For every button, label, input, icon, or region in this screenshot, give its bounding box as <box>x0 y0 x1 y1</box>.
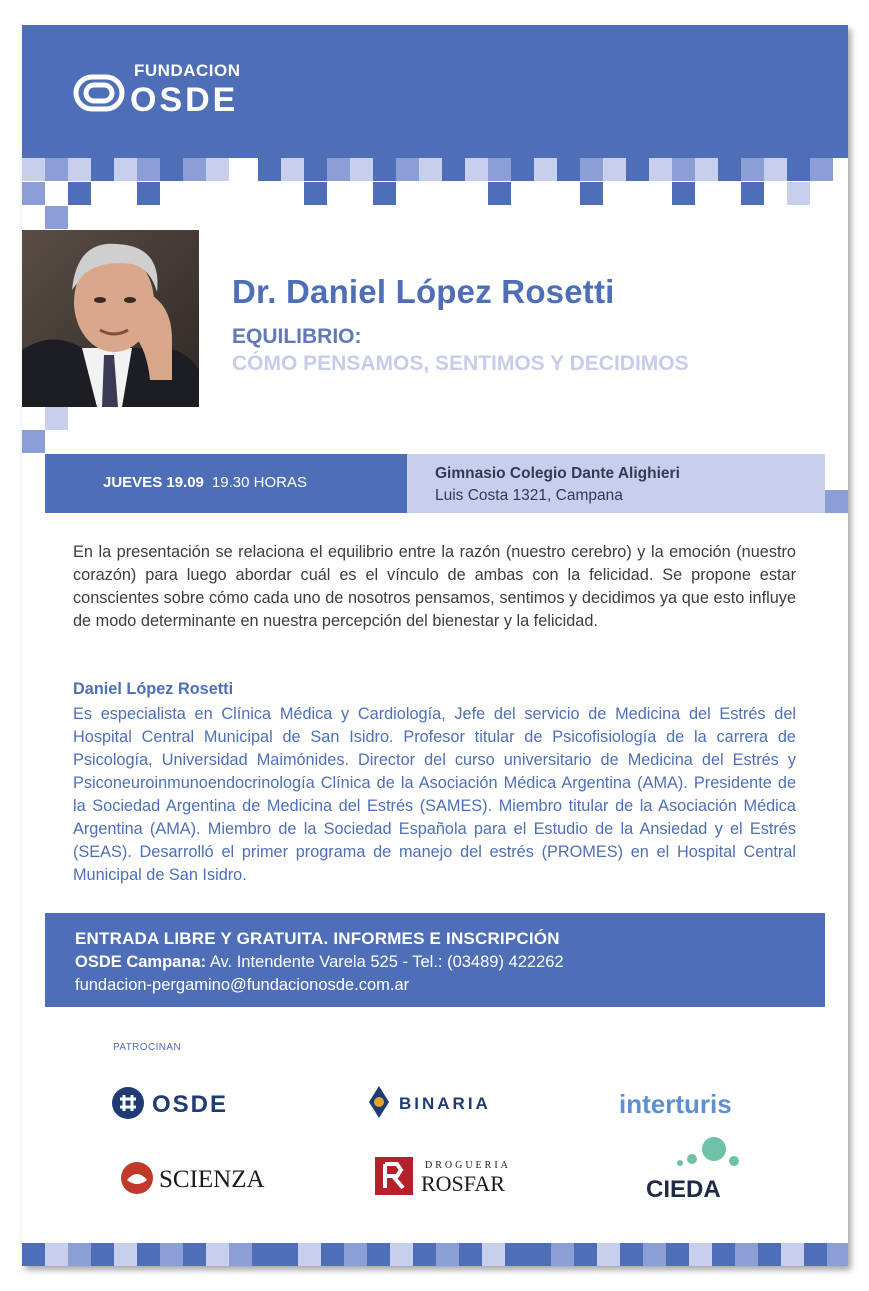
mosaic-square <box>45 407 68 430</box>
info-band <box>45 913 825 1007</box>
talk-title-line1: EQUILIBRIO: <box>232 325 362 348</box>
mosaic-square <box>91 1243 114 1266</box>
venue-address: Luis Costa 1321, Campana <box>435 487 623 504</box>
mosaic-square <box>689 1243 712 1266</box>
mosaic-square <box>22 1243 45 1266</box>
mosaic-square <box>206 158 229 181</box>
binaria-text: BINARIA <box>399 1094 491 1113</box>
mosaic-square <box>45 1243 68 1266</box>
mosaic-square <box>810 158 833 181</box>
scienza-text: SCIENZA <box>159 1166 265 1193</box>
mosaic-square <box>534 158 557 181</box>
mosaic-square <box>183 158 206 181</box>
mosaic-square <box>160 158 183 181</box>
mosaic-square <box>672 182 695 205</box>
mosaic-square <box>183 1243 206 1266</box>
mosaic-square <box>505 1243 528 1266</box>
mosaic-square <box>304 182 327 205</box>
mosaic-square <box>804 1243 827 1266</box>
bio-title: Daniel López Rosetti <box>73 680 234 698</box>
osde-emblem-icon <box>110 1085 260 1121</box>
osde-sponsor-text: OSDE <box>152 1091 229 1118</box>
mosaic-square <box>45 158 68 181</box>
contact-email[interactable]: fundacion-pergamino@fundacionosde.com.ar <box>75 976 410 994</box>
mosaic-square <box>580 182 603 205</box>
sponsor-cieda-logo <box>644 1135 764 1206</box>
mosaic-square <box>22 182 45 205</box>
mosaic-square <box>137 1243 160 1266</box>
mosaic-square <box>281 158 304 181</box>
mosaic-square <box>344 1243 367 1266</box>
mosaic-square <box>827 1243 848 1266</box>
mosaic-square <box>764 158 787 181</box>
mosaic-square <box>482 1243 505 1266</box>
mosaic-square <box>419 158 442 181</box>
mosaic-square <box>787 158 810 181</box>
date-band <box>45 454 407 513</box>
mosaic-square <box>68 1243 91 1266</box>
mosaic-square <box>557 158 580 181</box>
sponsor-osde-logo <box>110 1085 260 1126</box>
event-description: En la presentación se relaciona el equilibrio entre la razón (nuestro cerebro) y la emoción (nuestro corazón) para luego abordar cuál es el vínculo de ambas con la felicidad. Se propone estar conscientes sobre cómo cada uno de nosotros pensamos, sentimos y decidimos ya que esto influye de modo determinante en nuestra percepción del bienestar y la felicidad. <box>73 543 796 630</box>
mosaic-square <box>741 182 764 205</box>
mosaic-square <box>114 1243 137 1266</box>
mosaic-square <box>275 1243 298 1266</box>
sponsors-label: PATROCINAN <box>113 1042 182 1053</box>
mosaic-square <box>781 1243 804 1266</box>
mosaic-square <box>620 1243 643 1266</box>
cieda-emblem-icon <box>644 1135 764 1201</box>
mosaic-square <box>672 158 695 181</box>
mosaic-square <box>304 158 327 181</box>
event-day: JUEVES 19.09 <box>103 474 204 491</box>
mosaic-square <box>373 158 396 181</box>
mosaic-square <box>390 1243 413 1266</box>
mosaic-square <box>459 1243 482 1266</box>
mosaic-square <box>580 158 603 181</box>
interturis-wordmark <box>619 1085 769 1121</box>
mosaic-square <box>367 1243 390 1266</box>
event-time: 19.30 HORAS <box>211 474 307 491</box>
binaria-emblem-icon <box>367 1084 517 1120</box>
cieda-text: CIEDA <box>646 1176 721 1201</box>
mosaic-square <box>22 430 45 453</box>
mosaic-square <box>373 182 396 205</box>
speaker-photo <box>22 230 199 407</box>
venue-name: Gimnasio Colegio Dante Alighieri <box>435 465 680 482</box>
mosaic-square <box>91 158 114 181</box>
mosaic-square <box>649 158 672 181</box>
rosfar-text: ROSFAR <box>421 1171 505 1196</box>
sponsor-interturis-logo <box>619 1085 769 1126</box>
interturis-text: interturis <box>619 1089 732 1119</box>
header-band <box>22 25 848 158</box>
mosaic-square <box>695 158 718 181</box>
rosfar-top-text: DROGUERIA <box>425 1160 511 1171</box>
office-details: Av. Intendente Varela 525 - Tel.: (03489) 422262 <box>209 953 564 971</box>
mosaic-square <box>718 158 741 181</box>
mosaic-square <box>413 1243 436 1266</box>
mosaic-square <box>229 1243 252 1266</box>
mosaic-square <box>528 1243 551 1266</box>
mosaic-square <box>350 158 373 181</box>
event-date-time <box>103 474 307 491</box>
mosaic-square <box>436 1243 459 1266</box>
mosaic-square <box>442 158 465 181</box>
rosfar-emblem-icon <box>375 1154 525 1198</box>
mosaic-square <box>68 158 91 181</box>
fundacion-label: FUNDACION <box>134 61 241 80</box>
mosaic-square <box>258 158 281 181</box>
flyer <box>22 25 848 1266</box>
mosaic-square <box>327 158 350 181</box>
sponsor-binaria-logo <box>367 1084 517 1125</box>
mosaic-square <box>666 1243 689 1266</box>
mosaic-square <box>298 1243 321 1266</box>
entry-info: ENTRADA LIBRE Y GRATUITA. INFORMES E INSCRIPCIÓN <box>75 929 560 948</box>
mosaic-square <box>551 1243 574 1266</box>
mosaic-square <box>741 158 764 181</box>
top-mosaic <box>22 158 848 230</box>
mosaic-square <box>787 182 810 205</box>
mosaic-square <box>137 182 160 205</box>
mosaic-square <box>465 158 488 181</box>
mosaic-square <box>758 1243 781 1266</box>
mosaic-square <box>114 158 137 181</box>
mosaic-square <box>137 158 160 181</box>
mosaic-square <box>643 1243 666 1266</box>
mosaic-square <box>603 158 626 181</box>
mosaic-square <box>206 1243 229 1266</box>
mosaic-square <box>488 158 511 181</box>
fundacion-osde-logo <box>72 63 282 120</box>
bottom-mosaic <box>22 1243 848 1266</box>
mosaic-square <box>626 158 649 181</box>
mosaic-square <box>488 182 511 205</box>
mosaic-square <box>825 490 848 513</box>
speaker-name: Dr. Daniel López Rosetti <box>232 273 615 310</box>
talk-title-line2: CÓMO PENSAMOS, SENTIMOS Y DECIDIMOS <box>232 352 689 375</box>
mosaic-square <box>45 206 68 229</box>
mosaic-square <box>321 1243 344 1266</box>
mosaic-square <box>574 1243 597 1266</box>
bio-text: Es especialista en Clínica Médica y Cardiología, Jefe del servicio de Medicina del Estrés del Hospital Central Municipal de San Isidro. Profesor titular de Psicofisiología de la carrera de Psicología, Universidad Maimónides. Director del curso universitario de Medicina del Estrés y Psiconeuroinmunoendocrinología Clínica de la Asociación Médica Argentina (AMA). Presidente de la Sociedad Argentina de Medicina del Estrés (SAMES). Miembro titular de la Asociación Médica Argentina (AMA). Miembro de la Sociedad Española para el Estudio de la Ansiedad y el Estrés (SEAS). Desarrolló el primer programa de manejo del estrés (PROMES) en el Hospital Central Municipal de San Isidro. <box>73 705 796 884</box>
osde-logo-text: OSDE <box>130 81 239 115</box>
mosaic-square <box>712 1243 735 1266</box>
mosaic-square <box>396 158 419 181</box>
mosaic-square <box>511 158 534 181</box>
office-info <box>75 953 564 972</box>
sponsor-scienza-logo <box>119 1158 279 1203</box>
scienza-emblem-icon <box>119 1158 279 1198</box>
mosaic-square <box>597 1243 620 1266</box>
mosaic-square <box>22 158 45 181</box>
venue-band <box>407 454 825 513</box>
mosaic-square <box>68 182 91 205</box>
mosaic-square <box>252 1243 275 1266</box>
mosaic-square <box>160 1243 183 1266</box>
sponsor-rosfar-logo <box>375 1154 525 1203</box>
mosaic-square <box>735 1243 758 1266</box>
office-label: OSDE Campana: <box>75 953 207 971</box>
